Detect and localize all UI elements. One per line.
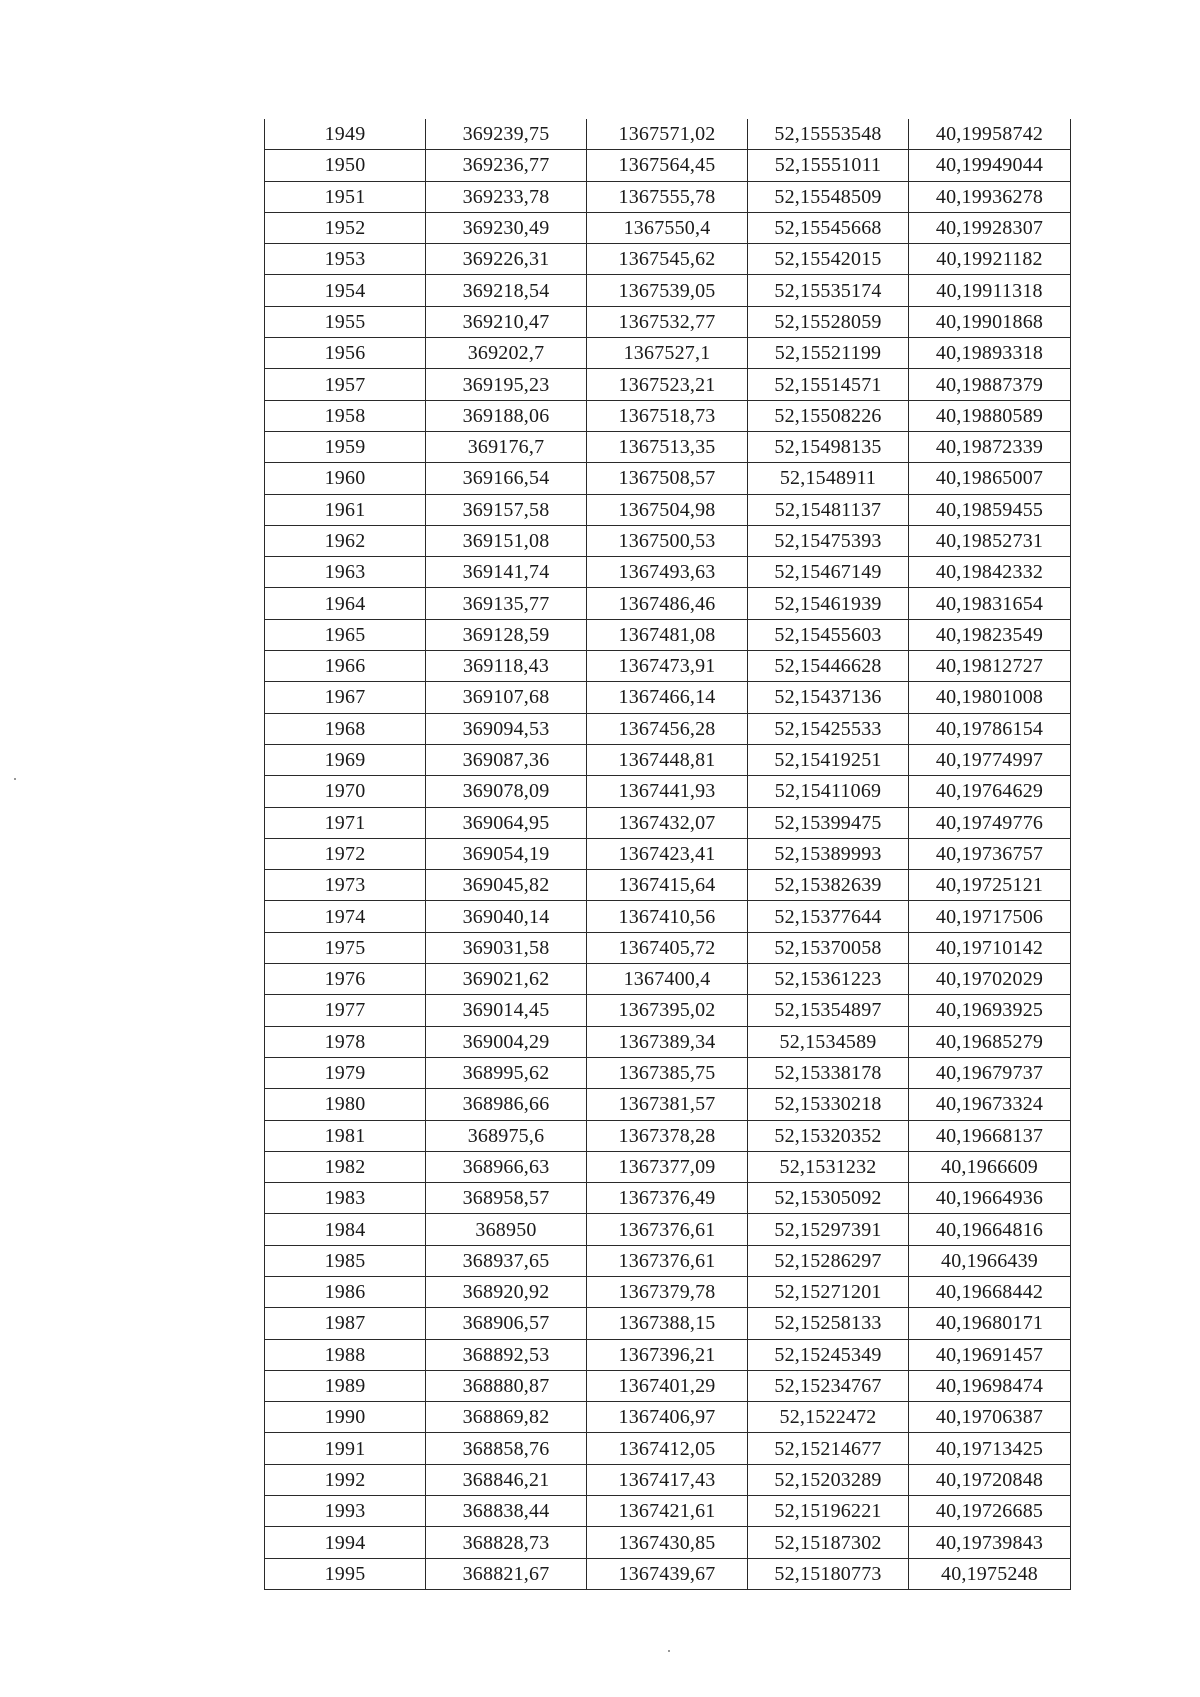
table-cell-longitude: 40,19936278 (909, 181, 1071, 212)
coordinates-table-body (265, 119, 1071, 1589)
table-cell-point-number: 1974 (265, 901, 426, 932)
table-cell-longitude: 40,19865007 (909, 463, 1071, 494)
table-cell-latitude: 52,15437136 (748, 682, 909, 713)
table-row (265, 1183, 1071, 1214)
table-cell-point-number: 1961 (265, 494, 426, 525)
table-cell-y-coordinate: 1367385,75 (587, 1057, 748, 1088)
table-cell-x-coordinate: 369107,68 (426, 682, 587, 713)
table-cell-y-coordinate: 1367486,46 (587, 588, 748, 619)
table-cell-latitude: 52,15548509 (748, 181, 909, 212)
table-cell-x-coordinate: 369040,14 (426, 901, 587, 932)
table-cell-longitude: 40,19872339 (909, 431, 1071, 462)
table-cell-latitude: 52,15521199 (748, 338, 909, 369)
table-cell-longitude: 40,1966609 (909, 1151, 1071, 1182)
table-row (265, 964, 1071, 995)
table-cell-y-coordinate: 1367439,67 (587, 1558, 748, 1589)
table-cell-latitude: 52,15214677 (748, 1433, 909, 1464)
table-cell-point-number: 1975 (265, 932, 426, 963)
table-cell-x-coordinate: 368920,92 (426, 1276, 587, 1307)
table-row (265, 776, 1071, 807)
table-cell-longitude: 40,19680171 (909, 1308, 1071, 1339)
table-cell-point-number: 1956 (265, 338, 426, 369)
table-row (265, 1558, 1071, 1589)
table-row (265, 713, 1071, 744)
table-cell-y-coordinate: 1367564,45 (587, 150, 748, 181)
table-cell-x-coordinate: 369176,7 (426, 431, 587, 462)
table-cell-point-number: 1952 (265, 212, 426, 243)
table-cell-longitude: 40,19887379 (909, 369, 1071, 400)
table-cell-longitude: 40,19928307 (909, 212, 1071, 243)
table-cell-latitude: 52,15338178 (748, 1057, 909, 1088)
table-cell-x-coordinate: 369135,77 (426, 588, 587, 619)
table-cell-x-coordinate: 368975,6 (426, 1120, 587, 1151)
table-cell-y-coordinate: 1367441,93 (587, 776, 748, 807)
table-cell-x-coordinate: 369087,36 (426, 744, 587, 775)
table-cell-y-coordinate: 1367423,41 (587, 838, 748, 869)
table-row (265, 651, 1071, 682)
table-cell-y-coordinate: 1367518,73 (587, 400, 748, 431)
table-cell-latitude: 52,15399475 (748, 807, 909, 838)
table-cell-point-number: 1971 (265, 807, 426, 838)
table-row (265, 588, 1071, 619)
table-cell-longitude: 40,19706387 (909, 1402, 1071, 1433)
table-cell-point-number: 1953 (265, 244, 426, 275)
table-cell-longitude: 40,19911318 (909, 275, 1071, 306)
table-cell-y-coordinate: 1367377,09 (587, 1151, 748, 1182)
table-cell-point-number: 1994 (265, 1527, 426, 1558)
table-cell-point-number: 1977 (265, 995, 426, 1026)
table-cell-latitude: 52,1534589 (748, 1026, 909, 1057)
table-row (265, 901, 1071, 932)
table-row (265, 400, 1071, 431)
table-cell-longitude: 40,19673324 (909, 1089, 1071, 1120)
table-cell-y-coordinate: 1367417,43 (587, 1464, 748, 1495)
table-cell-latitude: 52,15475393 (748, 525, 909, 556)
table-row (265, 619, 1071, 650)
table-cell-longitude: 40,19901868 (909, 306, 1071, 337)
table-cell-latitude: 52,15320352 (748, 1120, 909, 1151)
table-cell-latitude: 52,15245349 (748, 1339, 909, 1370)
table-row (265, 1120, 1071, 1151)
table-cell-point-number: 1979 (265, 1057, 426, 1088)
table-row (265, 525, 1071, 556)
table-cell-y-coordinate: 1367432,07 (587, 807, 748, 838)
table-cell-longitude: 40,19823549 (909, 619, 1071, 650)
table-cell-x-coordinate: 369239,75 (426, 119, 587, 150)
table-row (265, 870, 1071, 901)
table-cell-y-coordinate: 1367401,29 (587, 1370, 748, 1401)
table-cell-point-number: 1981 (265, 1120, 426, 1151)
table-cell-point-number: 1954 (265, 275, 426, 306)
table-cell-point-number: 1950 (265, 150, 426, 181)
table-cell-x-coordinate: 368846,21 (426, 1464, 587, 1495)
table-row (265, 557, 1071, 588)
table-row (265, 932, 1071, 963)
table-cell-latitude: 52,15389993 (748, 838, 909, 869)
table-cell-x-coordinate: 369210,47 (426, 306, 587, 337)
table-cell-y-coordinate: 1367410,56 (587, 901, 748, 932)
table-cell-y-coordinate: 1367415,64 (587, 870, 748, 901)
table-cell-y-coordinate: 1367421,61 (587, 1496, 748, 1527)
table-cell-latitude: 52,15514571 (748, 369, 909, 400)
table-cell-point-number: 1962 (265, 525, 426, 556)
table-cell-y-coordinate: 1367388,15 (587, 1308, 748, 1339)
table-cell-longitude: 40,19698474 (909, 1370, 1071, 1401)
table-cell-longitude: 40,19949044 (909, 150, 1071, 181)
table-cell-longitude: 40,19710142 (909, 932, 1071, 963)
table-row (265, 682, 1071, 713)
table-cell-longitude: 40,19668442 (909, 1276, 1071, 1307)
table-cell-x-coordinate: 369236,77 (426, 150, 587, 181)
table-cell-x-coordinate: 369166,54 (426, 463, 587, 494)
scan-speck (14, 778, 16, 780)
table-cell-point-number: 1995 (265, 1558, 426, 1589)
table-cell-longitude: 40,19831654 (909, 588, 1071, 619)
table-cell-point-number: 1989 (265, 1370, 426, 1401)
table-cell-y-coordinate: 1367493,63 (587, 557, 748, 588)
coordinates-table (264, 119, 1071, 1590)
table-row (265, 494, 1071, 525)
table-cell-y-coordinate: 1367555,78 (587, 181, 748, 212)
table-cell-longitude: 40,19713425 (909, 1433, 1071, 1464)
table-cell-x-coordinate: 369157,58 (426, 494, 587, 525)
table-row (265, 463, 1071, 494)
table-cell-point-number: 1990 (265, 1402, 426, 1433)
table-row (265, 1527, 1071, 1558)
table-cell-x-coordinate: 369078,09 (426, 776, 587, 807)
table-cell-longitude: 40,19717506 (909, 901, 1071, 932)
table-cell-y-coordinate: 1367508,57 (587, 463, 748, 494)
table-cell-x-coordinate: 368880,87 (426, 1370, 587, 1401)
table-cell-latitude: 52,15535174 (748, 275, 909, 306)
table-cell-latitude: 52,15196221 (748, 1496, 909, 1527)
table-row (265, 1402, 1071, 1433)
table-cell-point-number: 1991 (265, 1433, 426, 1464)
table-cell-x-coordinate: 369188,06 (426, 400, 587, 431)
table-cell-latitude: 52,15377644 (748, 901, 909, 932)
table-cell-y-coordinate: 1367513,35 (587, 431, 748, 462)
table-cell-y-coordinate: 1367448,81 (587, 744, 748, 775)
table-cell-x-coordinate: 369218,54 (426, 275, 587, 306)
table-cell-x-coordinate: 368828,73 (426, 1527, 587, 1558)
table-cell-x-coordinate: 368858,76 (426, 1433, 587, 1464)
table-cell-x-coordinate: 369151,08 (426, 525, 587, 556)
table-row (265, 369, 1071, 400)
table-cell-longitude: 40,19958742 (909, 119, 1071, 150)
table-cell-longitude: 40,19739843 (909, 1527, 1071, 1558)
table-cell-point-number: 1967 (265, 682, 426, 713)
table-cell-longitude: 40,19880589 (909, 400, 1071, 431)
table-cell-longitude: 40,19664816 (909, 1214, 1071, 1245)
table-cell-longitude: 40,19679737 (909, 1057, 1071, 1088)
table-cell-latitude: 52,15446628 (748, 651, 909, 682)
table-cell-x-coordinate: 368821,67 (426, 1558, 587, 1589)
table-row (265, 244, 1071, 275)
table-cell-latitude: 52,15425533 (748, 713, 909, 744)
table-cell-y-coordinate: 1367376,61 (587, 1245, 748, 1276)
table-cell-latitude: 52,15481137 (748, 494, 909, 525)
table-cell-point-number: 1992 (265, 1464, 426, 1495)
table-cell-latitude: 52,15370058 (748, 932, 909, 963)
table-cell-y-coordinate: 1367379,78 (587, 1276, 748, 1307)
table-cell-point-number: 1985 (265, 1245, 426, 1276)
table-cell-point-number: 1958 (265, 400, 426, 431)
table-cell-y-coordinate: 1367456,28 (587, 713, 748, 744)
table-cell-latitude: 52,15361223 (748, 964, 909, 995)
table-cell-y-coordinate: 1367376,49 (587, 1183, 748, 1214)
table-row (265, 1370, 1071, 1401)
table-cell-longitude: 40,19720848 (909, 1464, 1071, 1495)
table-cell-point-number: 1973 (265, 870, 426, 901)
table-cell-y-coordinate: 1367400,4 (587, 964, 748, 995)
table-cell-x-coordinate: 369226,31 (426, 244, 587, 275)
table-cell-x-coordinate: 369094,53 (426, 713, 587, 744)
table-row (265, 1276, 1071, 1307)
table-cell-y-coordinate: 1367466,14 (587, 682, 748, 713)
table-cell-x-coordinate: 368869,82 (426, 1402, 587, 1433)
table-cell-x-coordinate: 369054,19 (426, 838, 587, 869)
table-row (265, 807, 1071, 838)
table-cell-point-number: 1964 (265, 588, 426, 619)
table-cell-y-coordinate: 1367405,72 (587, 932, 748, 963)
table-cell-longitude: 40,19764629 (909, 776, 1071, 807)
scan-speck (668, 1650, 670, 1652)
table-cell-latitude: 52,15411069 (748, 776, 909, 807)
table-cell-point-number: 1959 (265, 431, 426, 462)
table-cell-longitude: 40,19852731 (909, 525, 1071, 556)
table-row (265, 1089, 1071, 1120)
table-cell-y-coordinate: 1367430,85 (587, 1527, 748, 1558)
table-cell-x-coordinate: 369195,23 (426, 369, 587, 400)
table-cell-latitude: 52,15234767 (748, 1370, 909, 1401)
table-cell-x-coordinate: 368995,62 (426, 1057, 587, 1088)
table-cell-y-coordinate: 1367523,21 (587, 369, 748, 400)
table-cell-x-coordinate: 369004,29 (426, 1026, 587, 1057)
table-cell-longitude: 40,19749776 (909, 807, 1071, 838)
table-cell-latitude: 52,15203289 (748, 1464, 909, 1495)
table-cell-x-coordinate: 369128,59 (426, 619, 587, 650)
table-row (265, 431, 1071, 462)
table-cell-point-number: 1978 (265, 1026, 426, 1057)
table-cell-longitude: 40,19726685 (909, 1496, 1071, 1527)
table-cell-x-coordinate: 369230,49 (426, 212, 587, 243)
table-cell-y-coordinate: 1367481,08 (587, 619, 748, 650)
table-row (265, 181, 1071, 212)
table-row (265, 1433, 1071, 1464)
table-cell-longitude: 40,19691457 (909, 1339, 1071, 1370)
table-cell-x-coordinate: 368838,44 (426, 1496, 587, 1527)
table-cell-y-coordinate: 1367396,21 (587, 1339, 748, 1370)
table-cell-longitude: 40,19893318 (909, 338, 1071, 369)
table-cell-latitude: 52,15297391 (748, 1214, 909, 1245)
table-row (265, 1151, 1071, 1182)
table-cell-point-number: 1960 (265, 463, 426, 494)
table-cell-x-coordinate: 369202,7 (426, 338, 587, 369)
table-cell-point-number: 1955 (265, 306, 426, 337)
table-cell-x-coordinate: 369045,82 (426, 870, 587, 901)
table-cell-y-coordinate: 1367473,91 (587, 651, 748, 682)
table-cell-longitude: 40,19702029 (909, 964, 1071, 995)
table-cell-latitude: 52,1522472 (748, 1402, 909, 1433)
table-cell-latitude: 52,15330218 (748, 1089, 909, 1120)
table-cell-latitude: 52,15180773 (748, 1558, 909, 1589)
table-cell-y-coordinate: 1367545,62 (587, 244, 748, 275)
table-cell-y-coordinate: 1367532,77 (587, 306, 748, 337)
table-cell-latitude: 52,15528059 (748, 306, 909, 337)
table-cell-point-number: 1965 (265, 619, 426, 650)
table-cell-point-number: 1983 (265, 1183, 426, 1214)
table-cell-point-number: 1987 (265, 1308, 426, 1339)
table-cell-y-coordinate: 1367406,97 (587, 1402, 748, 1433)
table-cell-latitude: 52,15187302 (748, 1527, 909, 1558)
table-row (265, 1214, 1071, 1245)
table-cell-x-coordinate: 369141,74 (426, 557, 587, 588)
table-cell-point-number: 1982 (265, 1151, 426, 1182)
table-cell-x-coordinate: 368950 (426, 1214, 587, 1245)
table-cell-point-number: 1968 (265, 713, 426, 744)
table-row (265, 995, 1071, 1026)
table-cell-point-number: 1986 (265, 1276, 426, 1307)
table-cell-latitude: 52,15382639 (748, 870, 909, 901)
table-cell-latitude: 52,15354897 (748, 995, 909, 1026)
table-row (265, 1245, 1071, 1276)
table-cell-y-coordinate: 1367571,02 (587, 119, 748, 150)
table-cell-x-coordinate: 369031,58 (426, 932, 587, 963)
table-cell-x-coordinate: 369014,45 (426, 995, 587, 1026)
table-row (265, 838, 1071, 869)
table-cell-latitude: 52,15508226 (748, 400, 909, 431)
table-row (265, 119, 1071, 150)
table-cell-longitude: 40,19668137 (909, 1120, 1071, 1151)
table-row (265, 1339, 1071, 1370)
table-cell-x-coordinate: 368906,57 (426, 1308, 587, 1339)
table-cell-point-number: 1969 (265, 744, 426, 775)
table-cell-latitude: 52,15271201 (748, 1276, 909, 1307)
table-cell-longitude: 40,19801008 (909, 682, 1071, 713)
table-cell-longitude: 40,19736757 (909, 838, 1071, 869)
table-cell-longitude: 40,19664936 (909, 1183, 1071, 1214)
table-cell-latitude: 52,15498135 (748, 431, 909, 462)
table-cell-latitude: 52,15286297 (748, 1245, 909, 1276)
table-cell-y-coordinate: 1367381,57 (587, 1089, 748, 1120)
table-cell-y-coordinate: 1367412,05 (587, 1433, 748, 1464)
table-row (265, 306, 1071, 337)
table-cell-point-number: 1949 (265, 119, 426, 150)
table-cell-point-number: 1963 (265, 557, 426, 588)
table-cell-longitude: 40,19921182 (909, 244, 1071, 275)
table-cell-y-coordinate: 1367395,02 (587, 995, 748, 1026)
table-cell-latitude: 52,15553548 (748, 119, 909, 150)
table-cell-longitude: 40,19725121 (909, 870, 1071, 901)
table-cell-longitude: 40,19859455 (909, 494, 1071, 525)
table-cell-x-coordinate: 369064,95 (426, 807, 587, 838)
table-cell-longitude: 40,19685279 (909, 1026, 1071, 1057)
table-row (265, 212, 1071, 243)
table-cell-y-coordinate: 1367389,34 (587, 1026, 748, 1057)
table-row (265, 744, 1071, 775)
table-cell-longitude: 40,19693925 (909, 995, 1071, 1026)
table-cell-latitude: 52,15461939 (748, 588, 909, 619)
table-row (265, 1308, 1071, 1339)
table-cell-longitude: 40,19774997 (909, 744, 1071, 775)
table-cell-x-coordinate: 369021,62 (426, 964, 587, 995)
table-cell-longitude: 40,19842332 (909, 557, 1071, 588)
table-row (265, 338, 1071, 369)
table-cell-point-number: 1972 (265, 838, 426, 869)
table-cell-x-coordinate: 368892,53 (426, 1339, 587, 1370)
table-cell-y-coordinate: 1367504,98 (587, 494, 748, 525)
table-cell-point-number: 1951 (265, 181, 426, 212)
table-cell-x-coordinate: 369233,78 (426, 181, 587, 212)
table-row (265, 150, 1071, 181)
table-cell-longitude: 40,19786154 (909, 713, 1071, 744)
table-cell-point-number: 1980 (265, 1089, 426, 1120)
table-cell-x-coordinate: 368958,57 (426, 1183, 587, 1214)
table-row (265, 1057, 1071, 1088)
table-cell-longitude: 40,1966439 (909, 1245, 1071, 1276)
table-cell-y-coordinate: 1367500,53 (587, 525, 748, 556)
table-cell-point-number: 1984 (265, 1214, 426, 1245)
table-row (265, 1026, 1071, 1057)
table-cell-latitude: 52,15545668 (748, 212, 909, 243)
table-cell-x-coordinate: 368966,63 (426, 1151, 587, 1182)
table-cell-y-coordinate: 1367376,61 (587, 1214, 748, 1245)
table-cell-point-number: 1976 (265, 964, 426, 995)
table-cell-point-number: 1957 (265, 369, 426, 400)
table-cell-latitude: 52,15419251 (748, 744, 909, 775)
table-cell-x-coordinate: 368986,66 (426, 1089, 587, 1120)
table-cell-point-number: 1988 (265, 1339, 426, 1370)
table-cell-y-coordinate: 1367550,4 (587, 212, 748, 243)
table-cell-point-number: 1993 (265, 1496, 426, 1527)
table-cell-latitude: 52,15542015 (748, 244, 909, 275)
table-cell-x-coordinate: 369118,43 (426, 651, 587, 682)
table-cell-latitude: 52,15258133 (748, 1308, 909, 1339)
table-cell-y-coordinate: 1367527,1 (587, 338, 748, 369)
table-row (265, 275, 1071, 306)
table-cell-latitude: 52,15455603 (748, 619, 909, 650)
table-cell-longitude: 40,19812727 (909, 651, 1071, 682)
table-cell-point-number: 1970 (265, 776, 426, 807)
table-cell-latitude: 52,15467149 (748, 557, 909, 588)
table-cell-x-coordinate: 368937,65 (426, 1245, 587, 1276)
table-cell-latitude: 52,1548911 (748, 463, 909, 494)
table-cell-latitude: 52,15305092 (748, 1183, 909, 1214)
table-cell-y-coordinate: 1367539,05 (587, 275, 748, 306)
table-row (265, 1464, 1071, 1495)
table-cell-y-coordinate: 1367378,28 (587, 1120, 748, 1151)
table-cell-point-number: 1966 (265, 651, 426, 682)
table-cell-latitude: 52,1531232 (748, 1151, 909, 1182)
table-cell-longitude: 40,1975248 (909, 1558, 1071, 1589)
table-row (265, 1496, 1071, 1527)
table-cell-latitude: 52,15551011 (748, 150, 909, 181)
coordinates-table-container (264, 119, 1070, 1590)
